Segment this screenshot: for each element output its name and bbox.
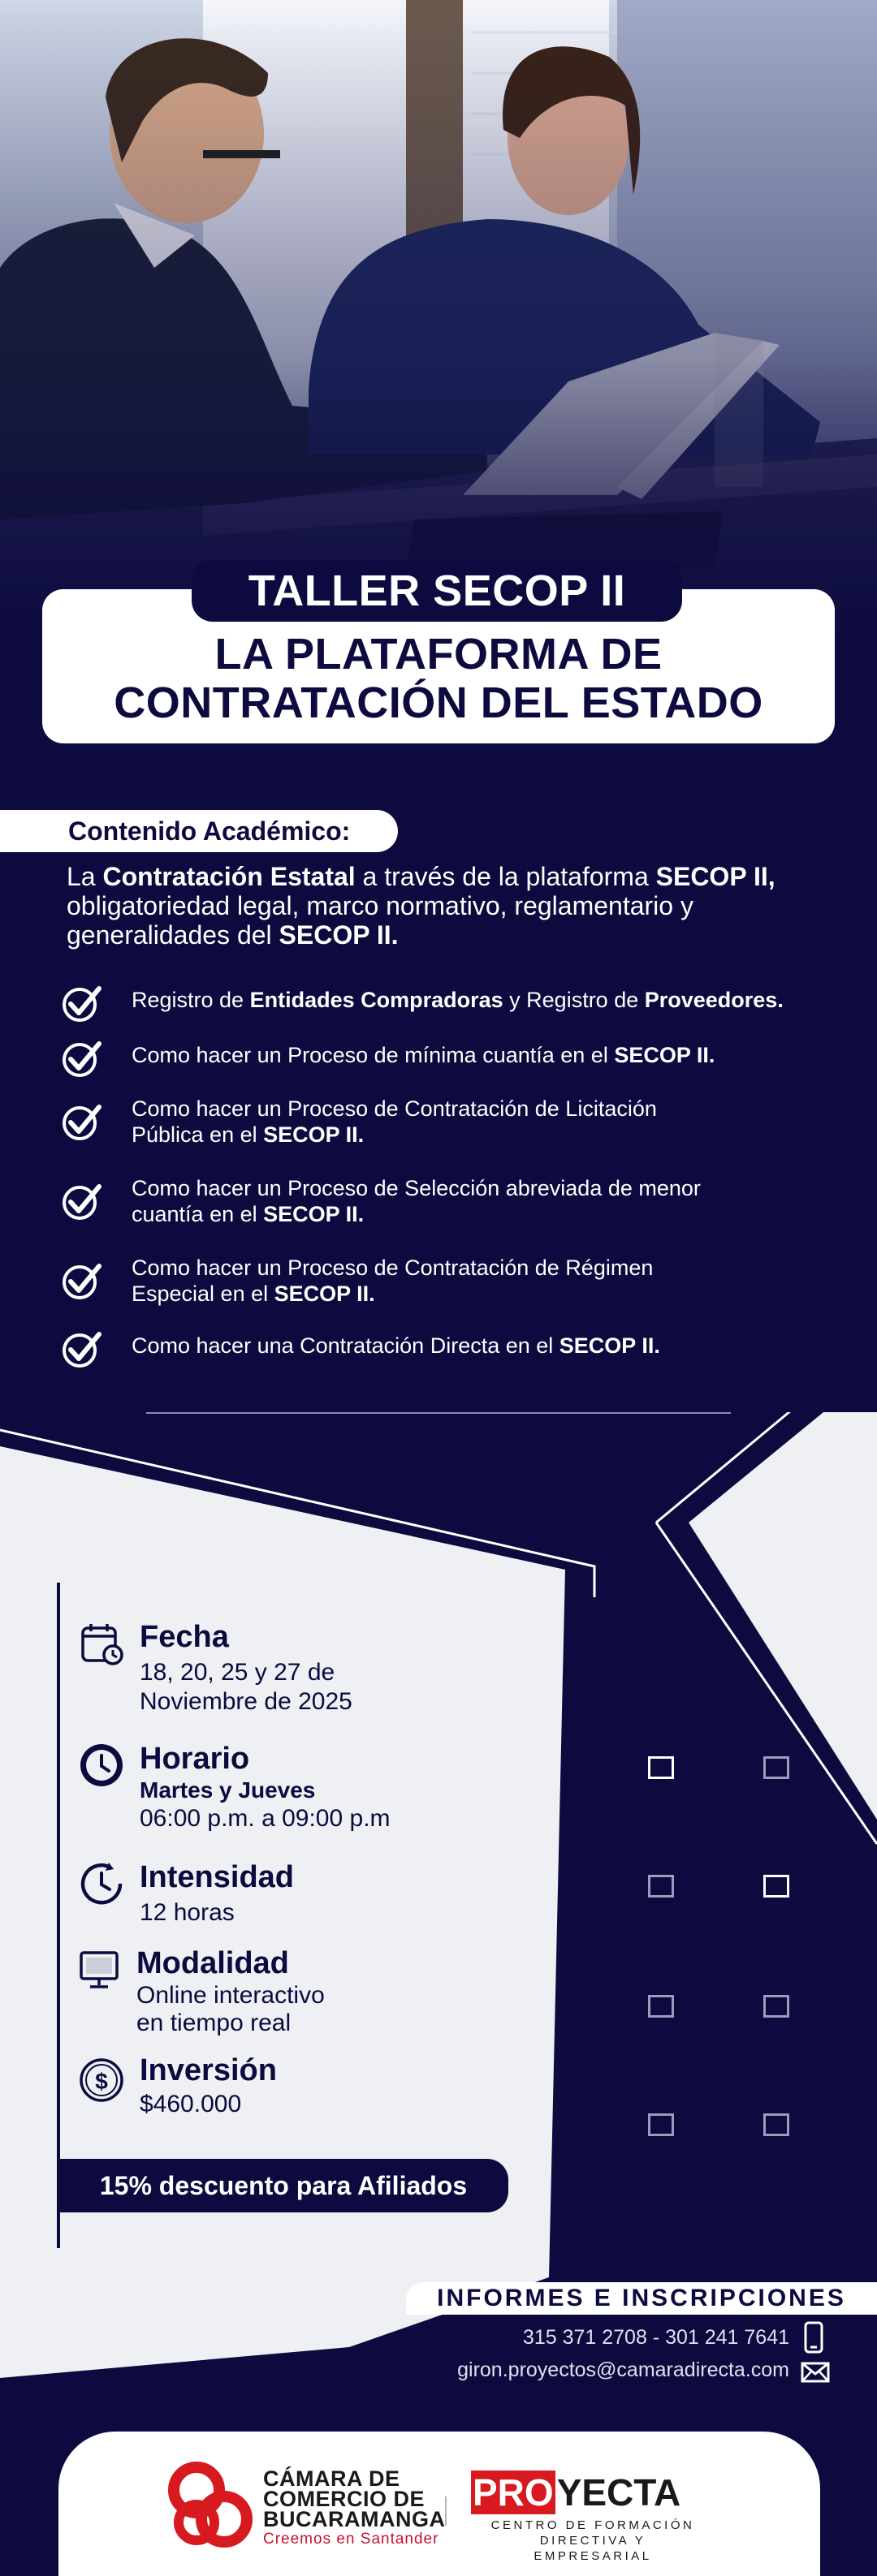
intro-text-1: La xyxy=(67,862,103,891)
horario-hours: 06:00 p.m. a 09:00 p.m xyxy=(140,1805,391,1832)
discount-banner xyxy=(58,2159,508,2212)
phone-icon xyxy=(804,2321,823,2354)
intensidad-value: 12 horas xyxy=(140,1899,235,1926)
contact-phone[interactable]: 315 371 2708 - 301 241 7641 xyxy=(522,2326,789,2349)
list-item xyxy=(60,1176,701,1226)
camara-line-2: COMERCIO DE xyxy=(263,2487,426,2511)
proyecta-sub-1: CENTRO DE FORMACIÓN xyxy=(490,2518,695,2532)
list-item xyxy=(60,1256,654,1306)
checklist-text: Como hacer un Proceso de Contratación de Licitación Pública en el SECOP II. xyxy=(132,1096,657,1147)
modalidad-label: Modalidad xyxy=(136,1946,289,1980)
content-heading: Contenido Académico: xyxy=(68,816,351,846)
checkmark-icon xyxy=(60,1101,104,1144)
proyecta-logo xyxy=(471,2470,680,2514)
title-line-1: LA PLATAFORMA DE xyxy=(214,630,663,678)
clock-icon xyxy=(78,1742,125,1789)
decor-square xyxy=(763,1995,789,2018)
content-intro xyxy=(67,862,822,950)
content-heading-tab xyxy=(0,810,398,852)
discount-text: 15% descuento para Afiliados xyxy=(99,2170,468,2200)
list-item xyxy=(60,1037,715,1081)
inversion-value: $460.000 xyxy=(140,2091,242,2117)
checklist-text: Como hacer un Proceso de mínima cuantía en el SECOP II. xyxy=(132,1043,715,1067)
stopwatch-icon xyxy=(78,1860,125,1907)
proyecta-subtitle xyxy=(489,2518,697,2564)
modalidad-line-2: en tiempo real xyxy=(136,2010,292,2036)
contact-email[interactable]: giron.proyectos@camaradirecta.com xyxy=(457,2358,789,2381)
decor-square xyxy=(648,1875,674,1898)
checklist-text: Como hacer un Proceso de Contratación de Régimen Especial en el SECOP II. xyxy=(132,1256,654,1306)
decor-square xyxy=(763,1756,789,1779)
intro-text-3: obligatoriedad legal, marco normativo, reglamentario y generalidades del xyxy=(67,891,693,950)
camara-line-3: BUCARAMANGA xyxy=(263,2507,446,2531)
intro-bold-2: SECOP II, xyxy=(655,862,775,891)
monitor-icon xyxy=(78,1946,125,1993)
modalidad-line-1: Online interactivo xyxy=(136,1982,325,2009)
fecha-label: Fecha xyxy=(140,1620,229,1654)
checkmark-icon xyxy=(60,1260,104,1303)
intro-bold-3: SECOP II. xyxy=(279,920,399,950)
meeting-illustration xyxy=(0,0,877,649)
informes-heading: INFORMES E INSCRIPCIONES xyxy=(437,2285,846,2311)
checklist-text: Como hacer una Contratación Directa en el SECOP II. xyxy=(132,1333,660,1358)
decor-square xyxy=(648,1995,674,2018)
list-item xyxy=(60,982,784,1026)
camara-line-1: CÁMARA DE xyxy=(263,2466,400,2491)
proyecta-dark: YECTA xyxy=(556,2471,681,2514)
title-pill xyxy=(192,560,682,622)
inversion-label: Inversión xyxy=(140,2053,277,2087)
checklist-text: Registro de Entidades Compradoras y Registro de Proveedores. xyxy=(132,988,784,1012)
intro-bold-1: Contratación Estatal xyxy=(102,862,356,891)
camara-logo-mark xyxy=(166,2459,255,2550)
dollar-coin-icon xyxy=(78,2057,125,2104)
decor-square xyxy=(648,1756,674,1779)
intro-text-2: a través de la plataforma xyxy=(355,862,656,891)
proyecta-sub-2: DIRECTIVA Y EMPRESARIAL xyxy=(534,2534,652,2563)
horario-days: Martes y Jueves xyxy=(140,1777,316,1803)
background-shapes xyxy=(0,1412,877,2419)
camara-logo-text xyxy=(263,2466,446,2531)
proyecta-red: PRO xyxy=(473,2471,554,2514)
decor-square xyxy=(763,2113,789,2136)
decor-square xyxy=(763,1875,789,1898)
horario-label: Horario xyxy=(140,1742,250,1776)
checkmark-icon xyxy=(60,1180,104,1224)
camara-slogan: Creemos en Santander xyxy=(263,2531,439,2548)
checkmark-icon xyxy=(60,982,104,1026)
envelope-icon xyxy=(801,2362,830,2383)
logo-separator xyxy=(445,2496,447,2526)
svg-text:$: $ xyxy=(95,2069,108,2094)
calendar-icon xyxy=(78,1620,125,1667)
checkmark-icon xyxy=(60,1037,104,1081)
fecha-line-2: Noviembre de 2025 xyxy=(140,1688,352,1715)
informes-heading-bar xyxy=(406,2282,877,2315)
title-line-2: CONTRATACIÓN DEL ESTADO xyxy=(114,678,763,727)
title-pill-text: TALLER SECOP II xyxy=(248,566,626,615)
fecha-line-1: 18, 20, 25 y 27 de xyxy=(140,1659,335,1686)
list-item xyxy=(60,1096,657,1147)
checkmark-icon xyxy=(60,1328,104,1372)
checklist-text: Como hacer un Proceso de Selección abreviada de menor cuantía en el SECOP II. xyxy=(132,1176,701,1226)
decor-square xyxy=(648,2113,674,2136)
hero-photo xyxy=(0,0,877,649)
intensidad-label: Intensidad xyxy=(140,1860,295,1894)
list-item xyxy=(60,1328,660,1372)
